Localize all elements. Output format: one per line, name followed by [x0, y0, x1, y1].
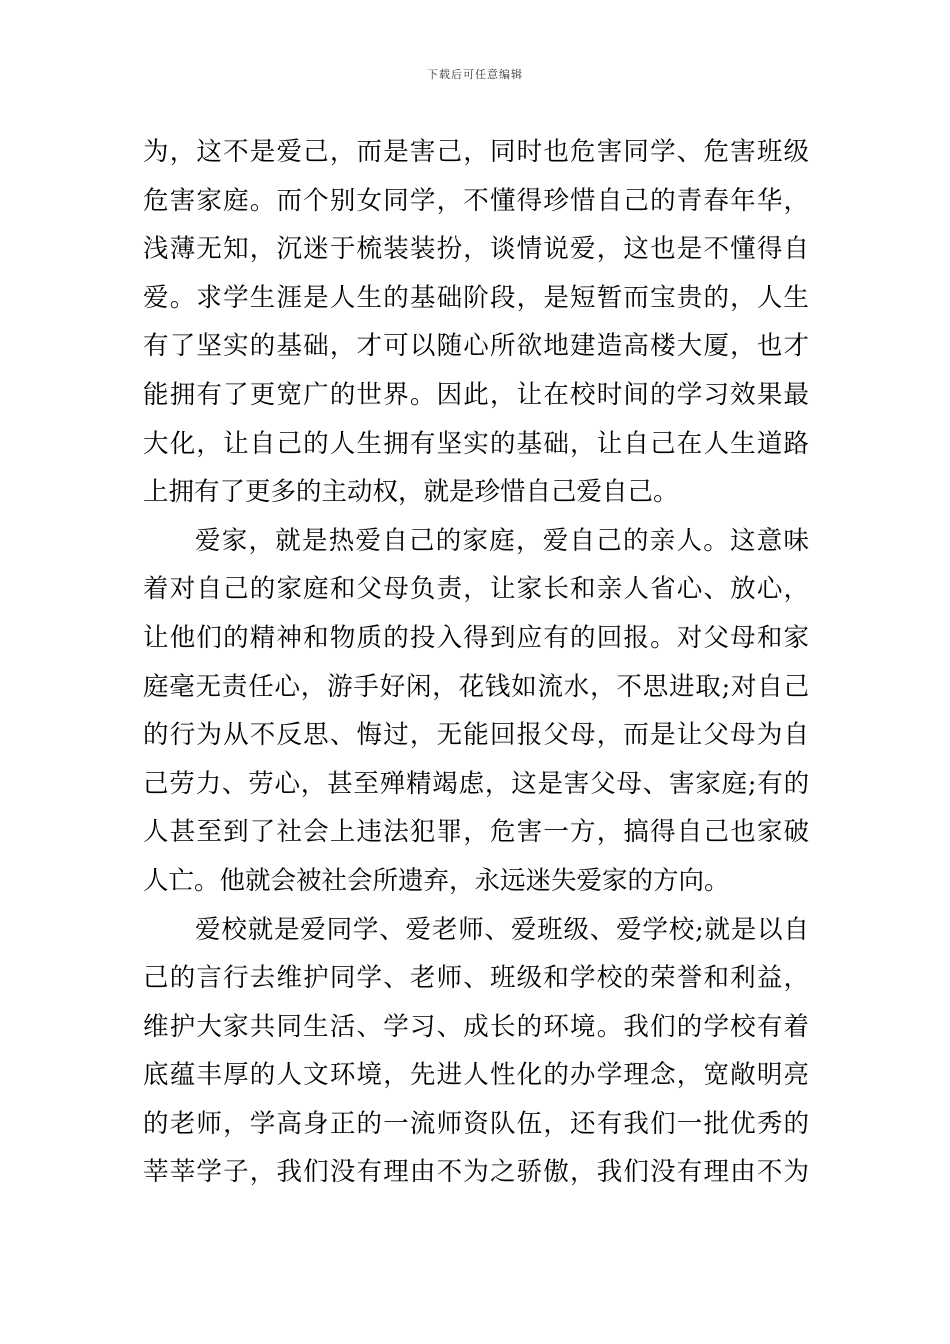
text-line: 让他们的精神和物质的投入得到应有的回报。对父母和家 [143, 622, 811, 653]
text-line: 底蕴丰厚的人文环境，先进人性化的办学理念，宽敞明亮 [143, 1060, 811, 1091]
text-line: 人甚至到了社会上违法犯罪，危害一方，搞得自己也家破 [143, 817, 811, 848]
document-body [143, 128, 809, 1197]
text-line: 为，这不是爱己，而是害己，同时也危害同学、危害班级 [143, 137, 811, 167]
text-line: 莘莘学子，我们没有理由不为之骄傲，我们没有理由不为 [143, 1157, 811, 1188]
text-line: 维护大家共同生活、学习、成长的环境。我们的学校有着 [143, 1011, 811, 1042]
paragraph-start-line: 爱校就是爱同学、爱老师、爱班级、爱学校;就是以自 [195, 914, 810, 945]
text-line: 的行为从不反思、悔过，无能回报父母，而是让父母为自 [143, 720, 811, 751]
text-line: 能拥有了更宽广的世界。因此，让在校时间的学习效果最 [143, 379, 811, 410]
text-line: 人亡。他就会被社会所遗弃，永远迷失爱家的方向。 [143, 865, 730, 896]
text-line: 危害家庭。而个别女同学，不懂得珍惜自己的青春年华， [143, 185, 811, 216]
text-line: 大化，让自己的人生拥有坚实的基础，让自己在人生道路 [143, 428, 811, 459]
text-line: 己劳力、劳心，甚至殚精竭虑，这是害父母、害家庭;有的 [143, 768, 810, 799]
text-line: 庭毫无责任心，游手好闲，花钱如流水，不思进取;对自己 [143, 671, 810, 702]
text-line: 爱。求学生涯是人生的基础阶段，是短暂而宝贵的，人生 [143, 282, 811, 313]
page-header: 下载后可任意编辑 [427, 68, 523, 81]
text-line: 浅薄无知，沉迷于梳装装扮，谈情说爱，这也是不懂得自 [143, 234, 811, 265]
text-line: 的老师，学高身正的一流师资队伍，还有我们一批优秀的 [143, 1108, 811, 1139]
text-line: 己的言行去维护同学、老师、班级和学校的荣誉和利益， [143, 963, 811, 994]
text-line: 有了坚实的基础，才可以随心所欲地建造高楼大厦，也才 [143, 331, 811, 362]
text-line: 着对自己的家庭和父母负责，让家长和亲人省心、放心， [143, 574, 811, 605]
text-line: 上拥有了更多的主动权，就是珍惜自己爱自己。 [143, 477, 679, 508]
paragraph-start-line: 爱家，就是热爱自己的家庭，爱自己的亲人。这意味 [195, 525, 811, 556]
